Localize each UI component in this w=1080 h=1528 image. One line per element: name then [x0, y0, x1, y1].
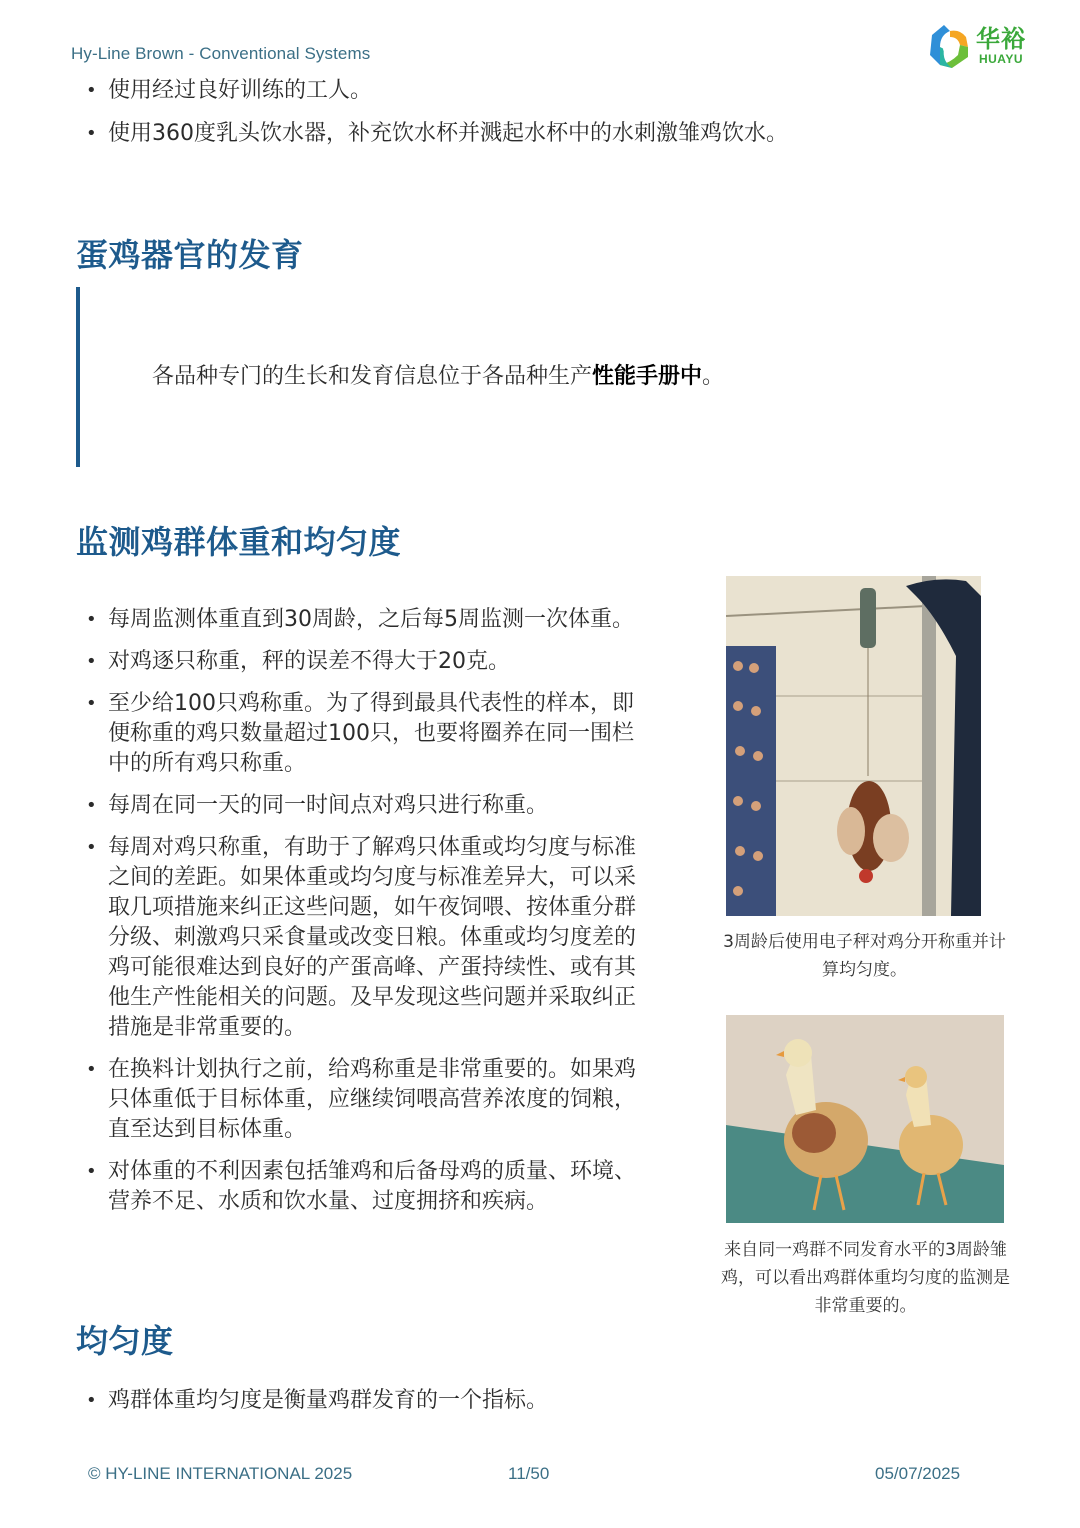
logo-chinese-text: 华裕 [976, 25, 1026, 53]
monitor-bullet-list [78, 605, 648, 1229]
uniformity-bullet-list [78, 1386, 678, 1416]
top-bullet-list [78, 76, 978, 162]
footer-page-number: 11/50 [508, 1464, 550, 1483]
footer-copyright: © HY-LINE INTERNATIONAL 2025 [88, 1464, 353, 1483]
list-item: • 使用经过良好训练的工人。 [78, 76, 978, 106]
list-item: • 使用360度乳头饮水器，补充饮水杯并溅起水杯中的水刺激雏鸡饮水。 [78, 119, 978, 149]
callout-text-bold: 性能手册中 [592, 364, 703, 389]
figure-caption-pullets: 来自同一鸡群不同发育水平的3周龄雏鸡，可以看出鸡群体重均匀度的监测是非常重要的。 [721, 1240, 1010, 1316]
callout-text-end: 。 [702, 364, 725, 389]
list-item: • 鸡群体重均匀度是衡量鸡群发育的一个指标。 [78, 1386, 678, 1416]
list-item: • 每周监测体重直到30周龄，之后每5周监测一次体重。 [78, 605, 648, 635]
section-heading-uniformity: 均匀度 [76, 1322, 174, 1360]
list-item: • 每周对鸡只称重，有助于了解鸡只体重或均匀度与标准之间的差距。如果体重或均匀度与标准差异大，可以采取几项措施来纠正这些问题，如午夜饲喂、按体重分群分级、刺激鸡只采食量或改变日粮。体重或均匀度差的鸡可能很难达到良好的产蛋高峰、产蛋持续性、或有其他生产性能相关的问题。及早发现这些问题并采取纠正措施是非常重要的。 [78, 833, 648, 1043]
photo-pullets-different-sizes [726, 1015, 1004, 1223]
list-item: • 对体重的不利因素包括雏鸡和后备母鸡的质量、环境、营养不足、水质和饮水量、过度拥挤和疾病。 [78, 1157, 648, 1217]
list-item: • 每周在同一天的同一时间点对鸡只进行称重。 [78, 791, 648, 821]
hen-on-scale-illustration [726, 576, 981, 916]
list-item: • 在换料计划执行之前，给鸡称重是非常重要的。如果鸡只体重低于目标体重，应继续饲喂高营养浓度的饲粮，直至达到目标体重。 [78, 1055, 648, 1145]
logo-english-text: HUAYU [978, 52, 1024, 66]
document-header-title: Hy-Line Brown - Conventional Systems [71, 44, 371, 63]
section-heading-monitor-weight: 监测鸡群体重和均匀度 [76, 523, 402, 561]
footer-date: 05/07/2025 [875, 1464, 961, 1483]
section-heading-organ-development: 蛋鸡器官的发育 [76, 236, 304, 274]
huayu-logo-icon [926, 21, 972, 71]
callout-text [152, 362, 724, 392]
callout-accent-bar [76, 287, 80, 467]
pullets-illustration [726, 1015, 1004, 1223]
callout-text-body: 各品种专门的生长和发育信息位于各品种生产 [152, 364, 593, 389]
photo-hen-on-scale [726, 576, 981, 916]
huayu-logo [926, 18, 1046, 74]
figure-caption-scale: 3周龄后使用电子秤对鸡分开称重并计算均匀度。 [723, 932, 1006, 980]
list-item: • 对鸡逐只称重，秤的误差不得大于20克。 [78, 647, 648, 677]
list-item: • 至少给100只鸡称重。为了得到最具代表性的样本，即便称重的鸡只数量超过100只，也要将圈养在同一围栏中的所有鸡只称重。 [78, 689, 648, 779]
